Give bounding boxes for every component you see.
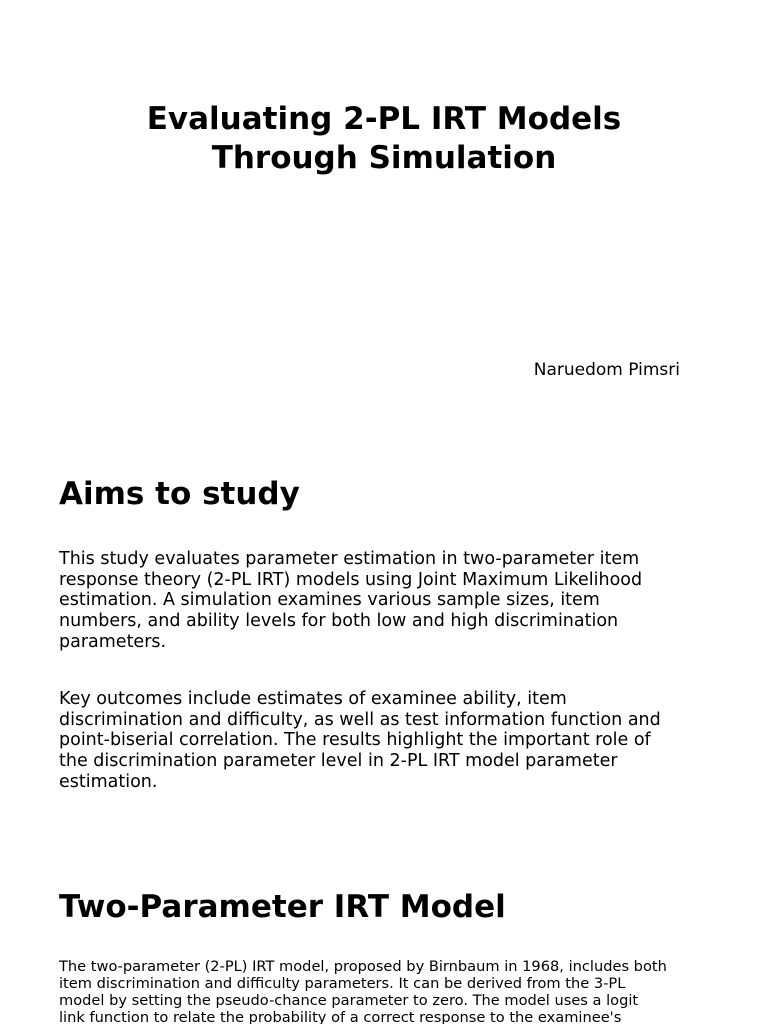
title-line-2: Through Simulation bbox=[211, 140, 557, 176]
document-title bbox=[0, 100, 768, 178]
model-paragraph-1 bbox=[59, 958, 719, 1024]
text-line: response theory (2-PL IRT) models using Joint Maximum Likelihood bbox=[59, 569, 643, 590]
title-line-1: Evaluating 2-PL IRT Models bbox=[146, 101, 622, 137]
text-line: numbers, and ability levels for both low and high discrimination bbox=[59, 611, 619, 632]
text-line: estimation. A simulation examines various sample sizes, item bbox=[59, 590, 600, 611]
text-line: discrimination and difficulty, as well as test information function and bbox=[59, 709, 661, 730]
aims-paragraph-2 bbox=[59, 689, 719, 793]
text-line: model by setting the pseudo-chance parameter to zero. The model uses a logit bbox=[59, 992, 639, 1009]
text-line: item discrimination and difficulty parameters. It can be derived from the 3-PL bbox=[59, 975, 626, 992]
text-line: parameters. bbox=[59, 631, 167, 652]
section-heading-aims: Aims to study bbox=[59, 476, 300, 512]
aims-paragraph-1 bbox=[59, 549, 719, 653]
section-heading-model: Two-Parameter IRT Model bbox=[59, 889, 506, 925]
text-line: link function to relate the probability of a correct response to the examinee's bbox=[59, 1009, 622, 1024]
author-name: Naruedom Pimsri bbox=[533, 360, 680, 380]
text-line: Key outcomes include estimates of examinee ability, item bbox=[59, 689, 567, 709]
text-line: estimation. bbox=[59, 771, 158, 792]
text-line: This study evaluates parameter estimation in two-parameter item bbox=[59, 549, 640, 569]
text-line: point-biserial correlation. The results highlight the important role of bbox=[59, 730, 651, 751]
text-line: The two-parameter (2-PL) IRT model, proposed by Birnbaum in 1968, includes both bbox=[59, 958, 667, 975]
text-line: the discrimination parameter level in 2-PL IRT model parameter bbox=[59, 751, 618, 772]
